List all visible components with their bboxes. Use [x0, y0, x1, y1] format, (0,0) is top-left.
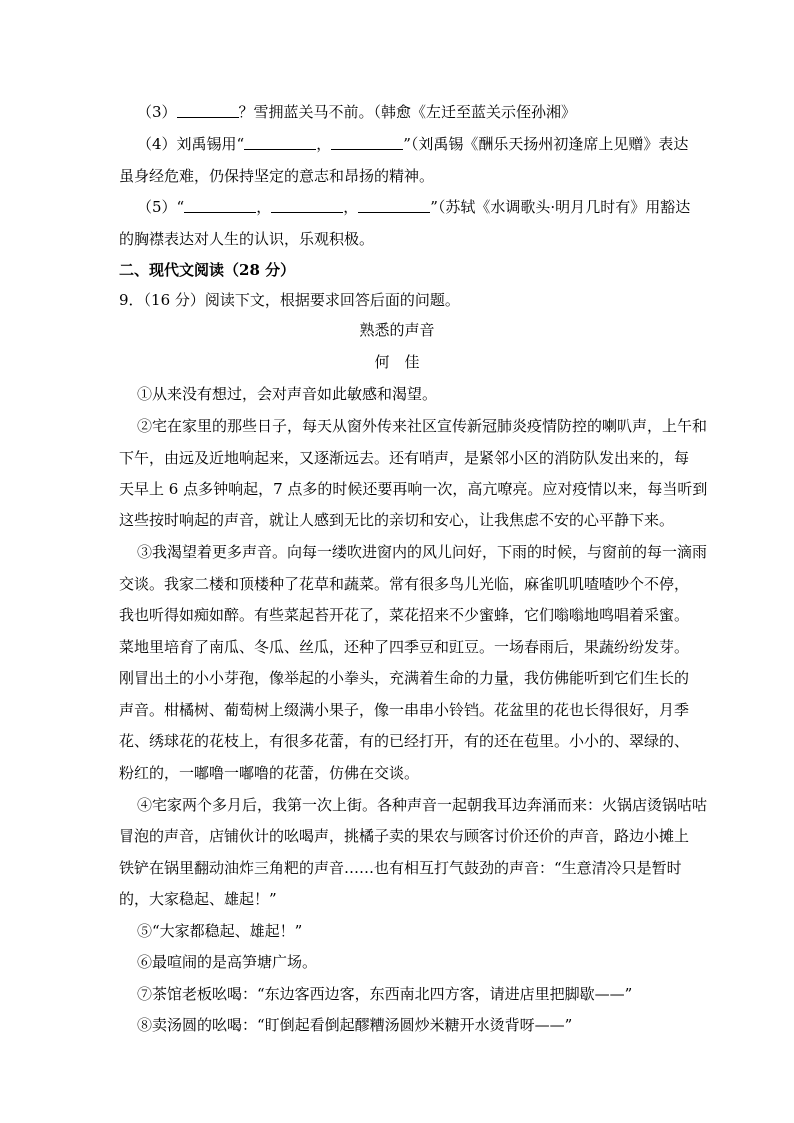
- paragraph-line: 我也听得如痴如醉。有些菜起苔开花了，菜花招来不少蜜蜂，它们嗡嗡地鸣唱着采蜜。: [119, 606, 690, 624]
- paragraph-line: 声音。柑橘树、葡萄树上缀满小果子，像一串串小铃铛。花盆里的花也长得很好，月季: [119, 701, 690, 719]
- section-heading: 二、现代文阅读（28 分）: [119, 261, 296, 279]
- paragraph-line: 的，大家稳起、雄起！”: [119, 890, 277, 908]
- paragraph-line: ⑥最喧闹的是高笋塘广场。: [137, 953, 318, 971]
- poem-item-3: [137, 102, 576, 122]
- poem-3-number: （3）: [137, 103, 177, 121]
- paragraph-line: 天早上 6 点多钟响起，7 点多的时候还要再响一次，高亢嘹亮。应对疫情以来，每当听到: [119, 480, 708, 498]
- paragraph-line: ⑤“大家都稳起、雄起！”: [137, 922, 303, 940]
- fill-blank[interactable]: [177, 103, 239, 118]
- paragraph-line: 这些按时响起的声音，就让人感到无比的亲切和安心，让我焦虑不安的心平静下来。: [119, 511, 675, 529]
- article-title: 熟悉的声音: [359, 321, 435, 339]
- paragraph-line: 粉红的，一嘟噜一嘟噜的花蕾，仿佛在交谈。: [119, 764, 420, 782]
- paragraph-line: 下午，由远及近地响起来，又逐渐远去。还有哨声，是紧邻小区的消防队发出来的，每: [119, 449, 690, 467]
- paragraph-line: 冒泡的声音，店铺伙计的吆喝声，挑橘子卖的果农与顾客讨价还价的声音，路边小摊上: [119, 827, 690, 845]
- poem-item-5: [137, 197, 690, 217]
- poem-item-4: [137, 134, 688, 154]
- paragraph-line: 花、绣球花的花枝上，有很多花蕾，有的已经打开，有的还在苞里。小小的、翠绿的、: [119, 732, 690, 750]
- fill-blank[interactable]: [331, 135, 403, 150]
- paragraph-line: 菜地里培育了南瓜、冬瓜、丝瓜，还种了四季豆和豇豆。一场春雨后，果蔬纷纷发芽。: [119, 638, 690, 656]
- paragraph-line: ①从来没有想过，会对声音如此敏感和渴望。: [137, 385, 438, 403]
- poem-3-text: ？雪拥蓝关马不前。（韩愈《左迁至蓝关示侄孙湘》: [238, 103, 577, 121]
- paragraph-line: ⑦茶馆老板吆喝：“东边客西边客，东西南北四方客，请进店里把脚歇——”: [137, 985, 633, 1003]
- fill-blank[interactable]: [184, 198, 256, 213]
- fill-blank[interactable]: [358, 198, 430, 213]
- question-9: 9．（16 分）阅读下文，根据要求回答后面的问题。: [119, 291, 460, 309]
- poem-4-number: （4）刘禹锡用“: [137, 135, 245, 153]
- poem-4-separator: ，: [316, 135, 332, 153]
- poem-4-text: ”（刘禹锡《酬乐天扬州初逢席上见赠》表达: [403, 135, 689, 153]
- paragraph-line: ⑧卖汤圆的吆喝：“盯倒起看倒起醪糟汤圆炒米糖开水烫背呀——”: [137, 1016, 573, 1034]
- paragraph-line: ②宅在家里的那些日子，每天从窗外传来社区宣传新冠肺炎疫情防控的喇叭声，上午和: [137, 417, 708, 435]
- paragraph-line: 铁铲在锅里翻动油炸三角粑的声音……也有相互打气鼓劲的声音：“生意清冷只是暂时: [119, 859, 682, 877]
- poem-5-separator: ，: [343, 198, 359, 216]
- paragraph-line: ③我渴望着更多声音。向每一缕吹进窗内的风儿问好，下雨的时候，与窗前的每一滴雨: [137, 543, 708, 561]
- article-author: 何 佳: [374, 353, 420, 371]
- poem-5-separator: ，: [256, 198, 272, 216]
- poem-5-number: （5）“: [137, 198, 185, 216]
- paragraph-line: ④宅家两个多月后，我第一次上街。各种声音一起朝我耳边奔涌而来：火锅店烫锅咕咕: [137, 796, 708, 814]
- poem-5-text: ”（苏轼《水调歌头·明月几时有》用豁达: [430, 198, 691, 216]
- paragraph-line: 交谈。我家二楼和顶楼种了花草和蔬菜。常有很多鸟儿光临，麻雀叽叽喳喳吵个不停，: [119, 575, 690, 593]
- paragraph-line: 刚冒出土的小小芽孢，像举起的小拳头，充满着生命的力量，我仿佛能听到它们生长的: [119, 669, 690, 687]
- poem-5-continuation: 的胸襟表达对人生的认识，乐观积极。: [119, 230, 375, 248]
- fill-blank[interactable]: [244, 135, 316, 150]
- poem-4-continuation: 虽身经危难，仍保持坚定的意志和昂扬的精神。: [119, 167, 435, 185]
- fill-blank[interactable]: [271, 198, 343, 213]
